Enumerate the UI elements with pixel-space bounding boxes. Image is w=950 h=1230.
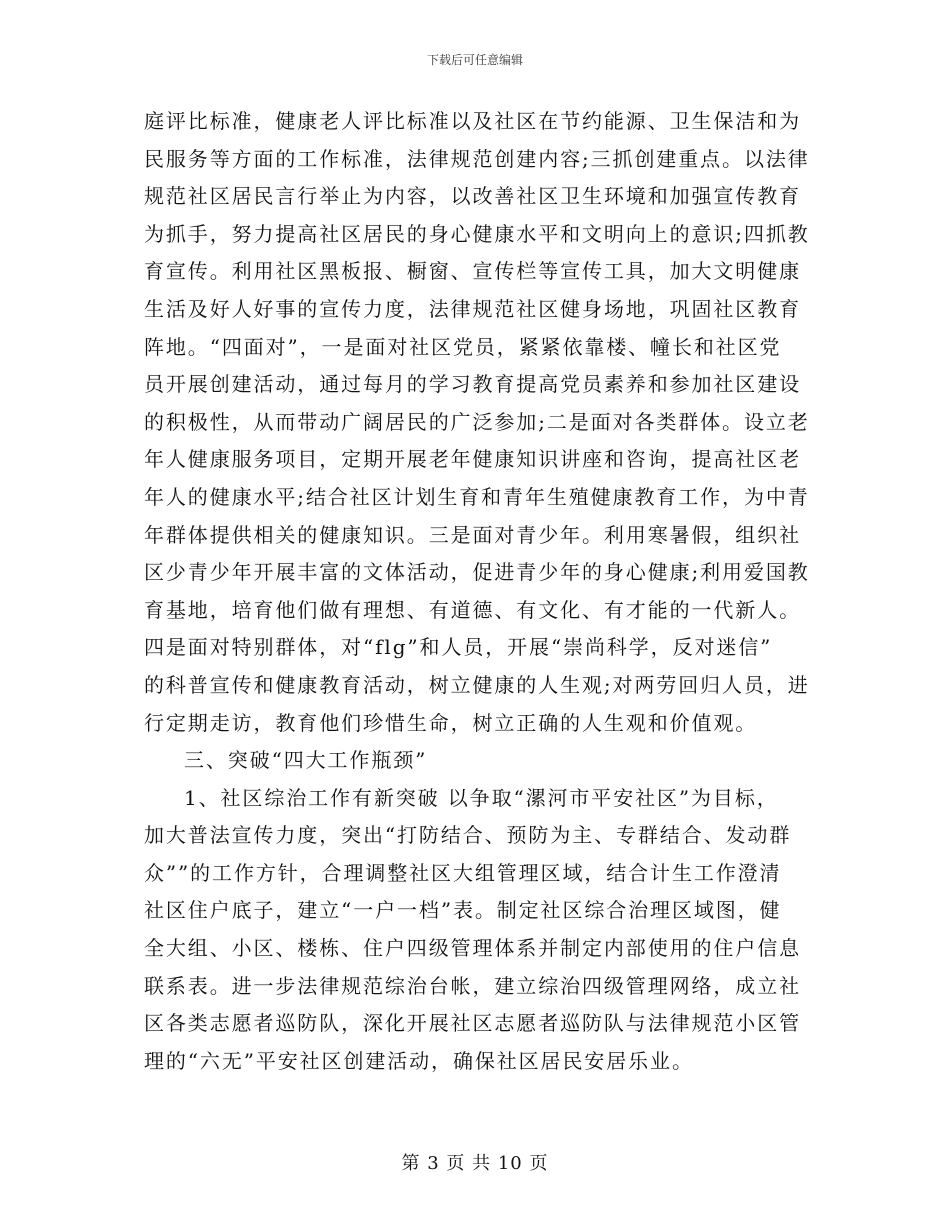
text-line: 年群体提供相关的健康知识。三是面对青少年。利用寒暑假，组织社: [144, 522, 801, 547]
text-line: 1、社区综治工作有新突破 以争取“漯河市平安社区”为目标，: [184, 785, 779, 810]
section-heading: 三、突破“四大工作瓶颈”: [184, 748, 428, 773]
text-line: 育基地，培育他们做有理想、有道德、有文化、有才能的一代新人。: [144, 597, 801, 622]
text-line: 年人的健康水平;结合社区计划生育和青年生殖健康教育工作，为中青: [144, 484, 810, 509]
text-line: 的科普宣传和健康教育活动，树立健康的人生观;对两劳回归人员，进: [144, 672, 810, 697]
text-line: 民服务等方面的工作标准，法律规范创建内容;三抓创建重点。以法律: [144, 146, 810, 171]
text-line: 社区住户底子，建立“一户一档”表。制定社区综合治理区域图，健: [144, 898, 782, 923]
text-line: 加大普法宣传力度，突出“打防结合、预防为主、专群结合、发动群: [144, 823, 792, 848]
text-line: 理的“六无”平安社区创建活动，确保社区居民安居乐业。: [144, 1048, 694, 1073]
text-line: 为抓手，努力提高社区居民的身心健康水平和文明向上的意识;四抓教: [144, 221, 810, 246]
text-line: 的积极性，从而带动广阔居民的广泛参加;二是面对各类群体。设立老: [144, 409, 810, 434]
text-line: 年人健康服务项目，定期开展老年健康知识讲座和咨询，提高社区老: [144, 447, 801, 472]
page-header: 下载后可任意编辑: [426, 53, 523, 67]
text-line: 区各类志愿者巡防队，深化开展社区志愿者巡防队与法律规范小区管: [144, 1011, 801, 1036]
text-line: 众””的工作方针，合理调整社区大组管理区域，结合计生工作澄清: [144, 860, 782, 885]
text-line: 员开展创建活动，通过每月的学习教育提高党员素养和参加社区建设: [144, 372, 801, 397]
page-number: 第 3 页 共 10 页: [401, 1153, 549, 1174]
text-line: 生活及好人好事的宣传力度，法律规范社区健身场地，巩固社区教育: [144, 296, 801, 321]
text-line: 育宣传。利用社区黑板报、橱窗、宣传栏等宣传工具，加大文明健康: [144, 259, 801, 284]
text-line: 区少青少年开展丰富的文体活动，促进青少年的身心健康;利用爱国教: [144, 560, 810, 585]
body-text: [144, 103, 812, 1080]
text-line: 规范社区居民言行举止为内容，以改善社区卫生环境和加强宣传教育: [144, 184, 801, 209]
text-line: 四是面对特别群体，对“flg”和人员，开展“崇尚科学，反对迷信”: [144, 635, 773, 660]
text-line: 联系表。进一步法律规范综治台帐，建立综治四级管理网络，成立社: [144, 973, 801, 998]
text-line: 行定期走访，教育他们珍惜生命，树立正确的人生观和价值观。: [144, 710, 758, 735]
text-line: 阵地。“四面对”，一是面对社区党员，紧紧依靠楼、幢长和社区党: [144, 334, 782, 359]
text-line: 全大组、小区、楼栋、住户四级管理体系并制定内部使用的住户信息: [144, 936, 801, 961]
text-line: 庭评比标准，健康老人评比标准以及社区在节约能源、卫生保洁和为: [144, 109, 801, 133]
